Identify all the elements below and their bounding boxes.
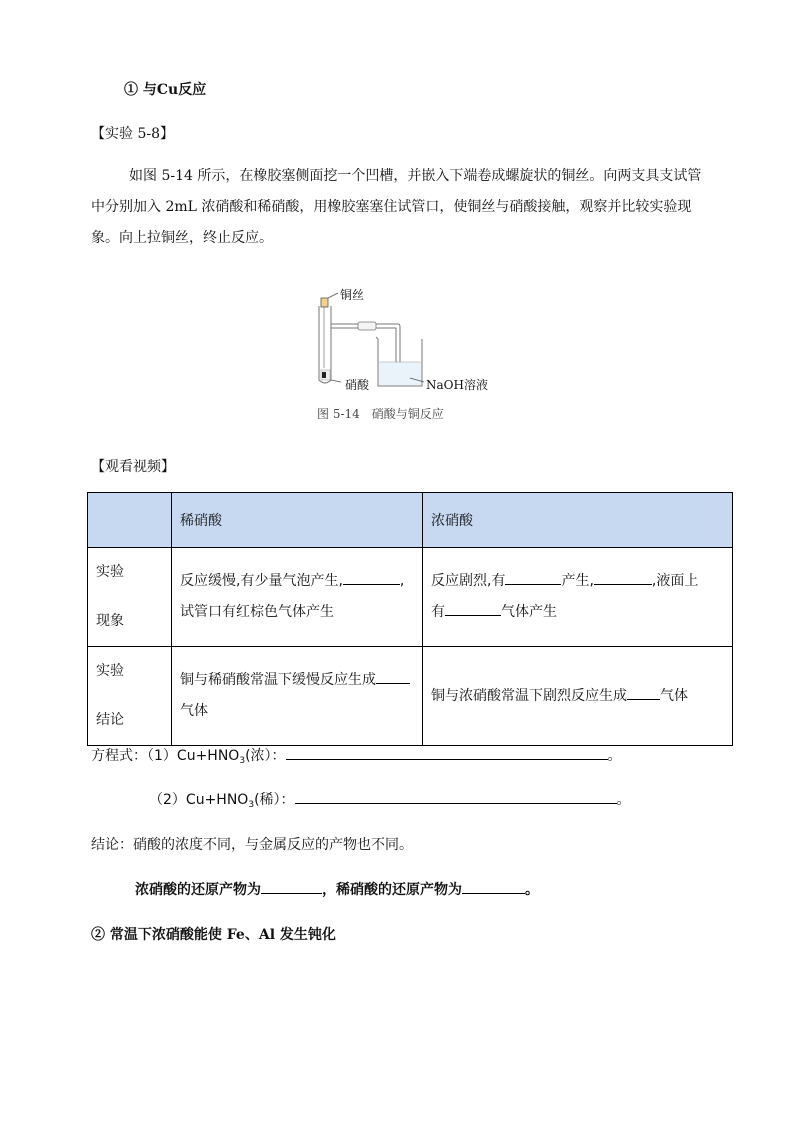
answer-blank[interactable] bbox=[594, 572, 652, 585]
figure-label-acid: 硝酸 bbox=[345, 378, 370, 392]
equation-1: 方程式：$(1)Cu+HNO_3$(浓）： 。 bbox=[91, 748, 622, 766]
cell-dilute-phenomenon: 反应缓慢,有少量气泡产生, , 试管口有红棕色气体产生 bbox=[172, 548, 423, 647]
experiment-text: 如图 5-14 所示，在橡胶塞侧面挖一个凹槽，并嵌入下端卷成螺旋状的铜丝。向两支具支试管中分别加入 2mL 浓硝酸和稀硝酸，用橡胶塞塞住试管口，使铜丝与硝酸接触，观察并比较实验现象。向上拉铜丝，终止反应。 bbox=[91, 168, 702, 246]
equation-2-blank[interactable] bbox=[295, 791, 617, 804]
answer-blank[interactable] bbox=[627, 687, 660, 700]
wire-leader bbox=[328, 293, 338, 298]
cell-dilute-conclusion: 铜与稀硝酸常温下缓慢反应生成 气体 bbox=[172, 647, 423, 746]
table-row-conclusion bbox=[88, 647, 733, 746]
answer-blank[interactable] bbox=[505, 572, 561, 585]
table-header-row bbox=[88, 493, 733, 548]
cell-concentrated-conclusion: 铜与浓硝酸常温下剧烈反应生成 气体 bbox=[423, 647, 733, 746]
conclusion-text: 结论：硝酸的浓度不同，与金属反应的产物也不同。 bbox=[91, 837, 413, 853]
observation-table bbox=[87, 492, 733, 746]
answer-blank[interactable] bbox=[261, 881, 322, 894]
cell-concentrated-phenomenon: 反应剧烈,有 产生, ,液面上 有 气体产生 bbox=[423, 548, 733, 647]
figure-label-wire: 铜丝 bbox=[340, 288, 365, 302]
answer-blank[interactable] bbox=[376, 671, 410, 684]
table-row-phenomenon bbox=[88, 548, 733, 647]
copper-coil bbox=[322, 372, 326, 378]
reduction-products-line: 浓硝酸的还原产物为 ，稀硝酸的还原产物为 。 bbox=[135, 882, 539, 898]
header-cell-empty bbox=[88, 493, 172, 548]
experiment-label: 【实验 5-8】 bbox=[91, 126, 174, 142]
equation-1-blank[interactable] bbox=[286, 747, 608, 760]
header-cell-concentrated: 浓硝酸 bbox=[423, 493, 733, 548]
figure-label-naoh: NaOH溶液 bbox=[426, 378, 488, 392]
video-label: 【观看视频】 bbox=[91, 459, 175, 475]
section-heading-cu-reaction: ① 与Cu反应 bbox=[124, 82, 207, 98]
experiment-paragraph bbox=[91, 161, 706, 254]
row-label-phenomenon: 实验 现象 bbox=[88, 548, 172, 647]
apparatus-figure bbox=[300, 284, 500, 388]
stopper bbox=[321, 298, 328, 307]
row-label-conclusion: 实验 结论 bbox=[88, 647, 172, 746]
figure-caption: 图 5-14 硝酸与铜反应 bbox=[317, 407, 444, 421]
rubber-connector bbox=[358, 322, 376, 330]
header-cell-dilute: 稀硝酸 bbox=[172, 493, 423, 548]
naoh-solution bbox=[379, 362, 421, 385]
answer-blank[interactable] bbox=[445, 603, 501, 616]
answer-blank[interactable] bbox=[343, 572, 400, 585]
acid-leader bbox=[331, 380, 341, 382]
equation-2: $(2)Cu+HNO_3$(稀）： 。 bbox=[149, 792, 631, 810]
section-heading-passivation: ② 常温下浓硝酸能使 Fe、Al 发生钝化 bbox=[91, 927, 336, 943]
answer-blank[interactable] bbox=[462, 881, 525, 894]
